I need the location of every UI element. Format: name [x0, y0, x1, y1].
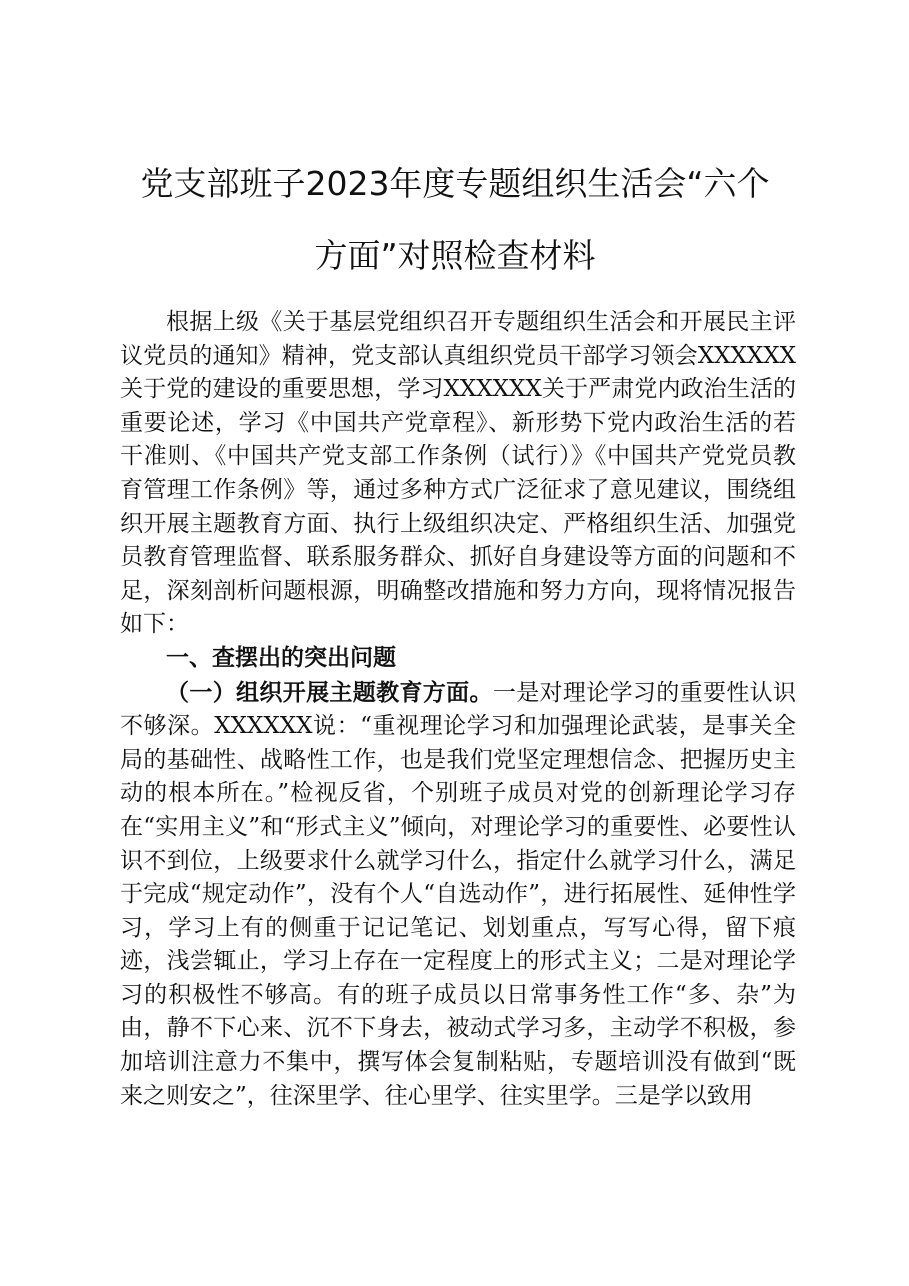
- document-body: [120, 306, 796, 1113]
- subsection-text: 一是对理论学习的重要性认识不够深。XXXXXX说：“重视理论学习和加强理论武装，是事关全局的基础性、战略性工作，也是我们党坚定理想信念、把握历史主动的根本所在。”检视反省，个别班子成员对党的创新理论学习存在“实用主义”和“形式主义”倾向，对理论学习的重要性、必要性认识不到位，上级要求什么就学习什么，指定什么就学习什么，满足于完成“规定动作”，没有个人“自选动作”，进行拓展性、延伸性学习，学习上有的侧重于记记笔记、划划重点，写写心得，留下痕迹，浅尝辄止，学习上存在一定程度上的形式主义；二是对理论学习的积极性不够高。有的班子成员以日常事务性工作“多、杂”为由，静不下心来、沉不下身去，被动式学习多，主动学不积极，参加培训注意力不集中，撰写体会复制粘贴，专题培训没有做到“既来之则安之”，往深里学、往心里学、往实里学。三是学以致用: [120, 679, 797, 1109]
- subsection-paragraph: [120, 676, 796, 1114]
- title-line-1: 党支部班子2023年度专题组织生活会“六个: [140, 164, 770, 203]
- document-title: [110, 148, 800, 292]
- title-line-2: 方面”对照检查材料: [314, 236, 596, 275]
- subsection-heading: （一）组织开展主题教育方面。: [166, 678, 493, 706]
- section-heading: 一、查摆出的突出问题: [166, 644, 396, 671]
- intro-paragraph: 根据上级《关于基层党组织召开专题组织生活会和开展民主评议党员的通知》精神，党支部认真组织党员干部学习领会XXXXXX关于党的建设的重要思想，学习XXXXXX关于严肃党内政治生活的重要论述，学习《中国共产党章程》、新形势下党内政治生活的若干准则、《中国共产党支部工作条例（试行）》《中国共产党党员教育管理工作条例》等，通过多种方式广泛征求了意见建议，围绕组织开展主题教育方面、执行上级组织决定、严格组织生活、加强党员教育管理监督、联系服务群众、抓好自身建设等方面的问题和不足，深刻剖析问题根源，明确整改措施和努力方向，现将情况报告如下：: [120, 309, 796, 638]
